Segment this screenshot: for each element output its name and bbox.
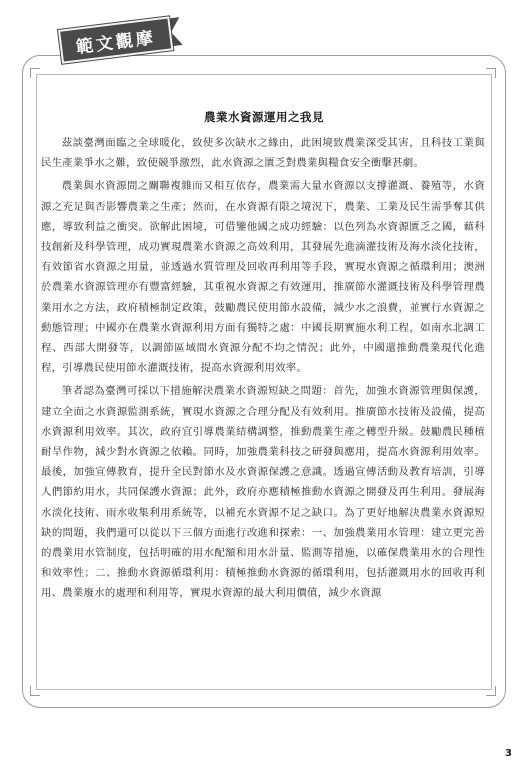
section-tab-label: 範文觀摩: [75, 27, 157, 58]
section-tab-flag: [169, 17, 182, 46]
essay-title: 農業水資源運用之我見: [204, 110, 324, 124]
frame-corner-ornament: [30, 686, 40, 696]
essay-body: [41, 133, 485, 607]
frame-corner-ornament: [486, 68, 496, 78]
essay-paragraph: 農業與水資源間之關聯複雜而又相互依存，農業需大量水資源以支撐灌溉、養殖等，水資源之充足與否影響農業之生產；然而，在水資源有限之境況下，農業、工業及民生需爭奪其供應，導致利益之衝突。欲解此困境，可借鑒他國之成功經驗：以色列為水資源匱乏之國，藉科技創新及科學管理，成功實現農業水資源之高效利用，其發展先進滴灌技術及海水淡化技術，有效節省水資源之用量，並透過水質管理及回收再利用等手段，實現水資源之循環利用；澳洲於農業水資源管理亦有豐富經驗，其重視水資源之有效運用，推廣節水灌溉技術及科學管理農業用水之方法，政府積極制定政策，鼓勵農民使用節水設備，減少水之浪費，並實行水資源之動態管理；中國亦在農業水資源利用方面有獨特之處：中國長期實施水利工程，如南水北調工程、西部大開發等，以調節區域間水資源分配不均之情況；此外，中國還推動農業現代化進程，引導農民使用節水灌溉技術，提高水資源利用效率。: [41, 180, 485, 375]
section-tab-label-box: [58, 16, 173, 63]
essay-paragraph: 茲談臺灣面臨之全球暖化，致使多次缺水之緣由，此困境致農業深受其害，且科技工業與民生產業爭水之難，致使競爭激烈，此水資源之匱乏對農業與糧食安全衝擊甚劇。: [41, 137, 485, 170]
frame-corner-ornament: [486, 686, 496, 696]
page-number: 3: [505, 748, 512, 759]
essay-paragraph: 筆者認為臺灣可採以下措施解決農業水資源短缺之問題：首先，加強水資源管理與保護，建立全面之水資源監測系統，實現水資源之合理分配及有效利用。推廣節水技術及設備，提高水資源利用效率。其次，政府宜引導農業結構調整，推動農業生產之轉型升級。鼓勵農民種植耐旱作物，減少對水資源之依賴。同時，加強農業科技之研發與應用，提高水資源利用效率。最後，加強宣傳教育，提升全民對節水及水資源保護之意識。透過宣傳活動及教育培訓，引導人們節約用水，共同保護水資源；此外，政府亦應積極推動水資源之開發及再生利用。發展海水淡化技術、雨水收集利用系統等，以補充水資源不足之缺口。為了更好地解決農業水資源短缺的問題，我們還可以從以下三個方面進行改進和探索：一、加強農業用水管理：建立更完善的農業用水管制度，包括明確的用水配額和用水計量、監測等措施，以確保農業用水的合理性和效率性；二、推動水資源循環利用：積極推動水資源的循環利用，包括灌溉用水的回收再利用、農業廢水的處理和利用等，實現水資源的最大利用價值，減少水資源: [41, 385, 485, 600]
frame-corner-ornament: [30, 68, 40, 78]
